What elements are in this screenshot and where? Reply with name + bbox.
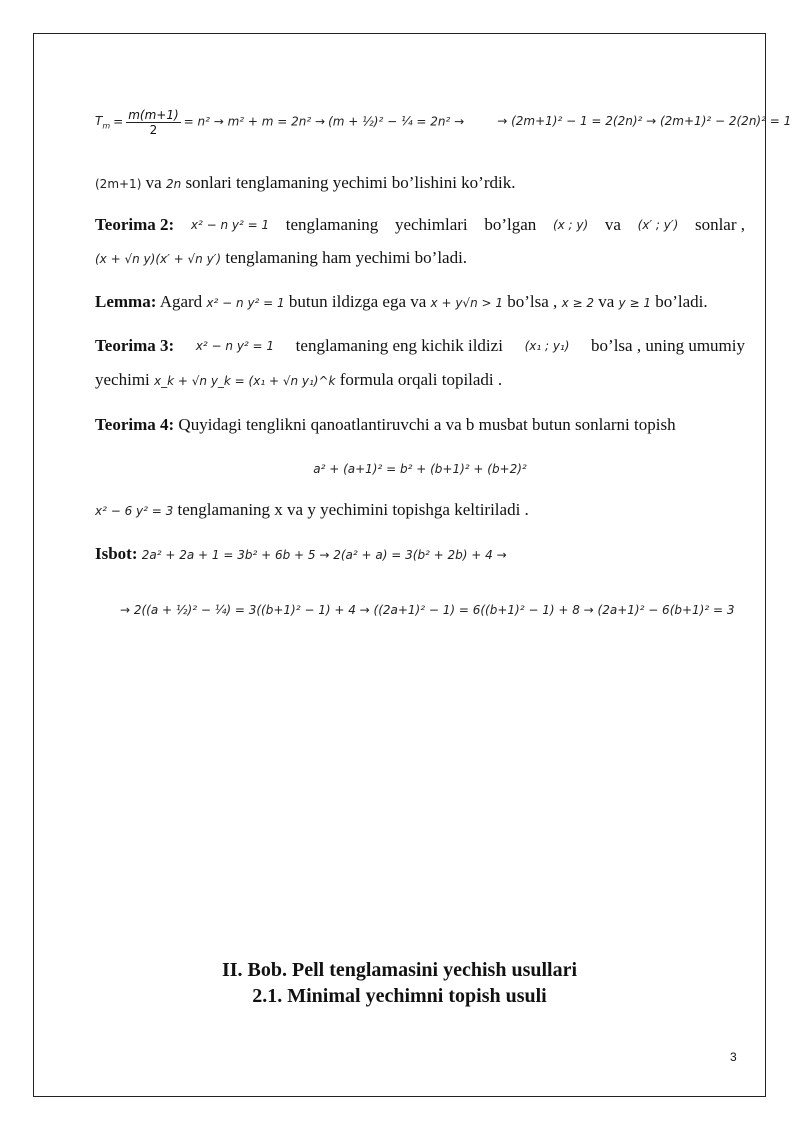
isbot-line-2: → 2((a + ½)² − ¼) = 3((b+1)² − 1) + 4 → ((2a+1)² − 1) = 6((b+1)² − 1) + 8 → (2a+1)² − 6(b+1)² = 3 xyxy=(120,603,735,617)
equation-line-1: $T_m$ = $\frac{m(m+1)}{2}$ = n² → m² + m = 2n² → (m + ½)² − ¼ = 2n² → → (2m+1)² − 1 = 2(2n)² → (2m+1)² − 2(2n)² = 1 xyxy=(95,108,792,137)
teorema-3-line-2: yechimi x_k + √n y_k = (x₁ + √n y₁)^k formula orqali topiladi . xyxy=(95,370,503,389)
teorema-3-label: Teorima 3: xyxy=(95,336,175,355)
chapter-title: II. Bob. Pell tenglamasini yechish usullari xyxy=(221,959,578,981)
teorema-2-line-1: Teorima 2: x² − n y² = 1 tenglamaning yechimlari bo’lgan (x ; y) va (x′ ; y′) sonlar , xyxy=(95,215,745,234)
reduction-line: x² − 6 y² = 3 tenglamaning x va y yechimini topishga keltiriladi . xyxy=(95,500,529,519)
eq-part-2: (m + ½)² − ¼ = 2n² → xyxy=(328,114,465,129)
teorema-2-label: Teorima 2: xyxy=(95,215,175,234)
teorema-4-equation: a² + (a+1)² = b² + (b+1)² + (b+2)² xyxy=(313,462,527,476)
page-number: 3 xyxy=(730,1050,737,1064)
section-title: 2.1. Minimal yechimni topish usuli xyxy=(252,985,547,1007)
paragraph-1: (2m+1) va 2n sonlari tenglamaning yechimi bo’lishini ko’rdik. xyxy=(95,173,516,192)
eq-fraction: $\frac{m(m+1)}{2}$ xyxy=(128,108,179,137)
teorema-3-line-1: Teorima 3: x² − n y² = 1 tenglamaning eng kichik ildizi (x₁ ; y₁) bo’lsa , uning umumiy xyxy=(95,336,745,355)
teorema-4-label: Teorima 4: xyxy=(95,415,175,434)
isbot-label: Isbot: xyxy=(95,544,138,563)
lemma-line: Lemma: Agard x² − n y² = 1 butun ildizga ega va x + y√n > 1 bo’lsa , x ≥ 2 va y ≥ 1 bo’ladi. xyxy=(95,292,708,311)
lemma-label: Lemma: xyxy=(95,292,157,311)
teorema-4-line: Teorima 4: Quyidagi tenglikni qanoatlantiruvchi a va b musbat butun sonlarni topish xyxy=(95,415,676,434)
eq-part-3: → (2m+1)² − 1 = 2(2n)² → (2m+1)² − 2(2n)² = 1 xyxy=(497,114,792,129)
isbot-line-1: Isbot: 2a² + 2a + 1 = 3b² + 6b + 5 → 2(a² + a) = 3(b² + 2b) + 4 → xyxy=(95,544,507,563)
teorema-2-line-2: (x + √n y)(x′ + √n y′) tenglamaning ham yechimi bo’ladi. xyxy=(95,248,468,267)
eq-part-1: = n² → m² + m = 2n² → xyxy=(183,114,326,129)
eq-lhs: $T_m$ xyxy=(95,114,111,131)
